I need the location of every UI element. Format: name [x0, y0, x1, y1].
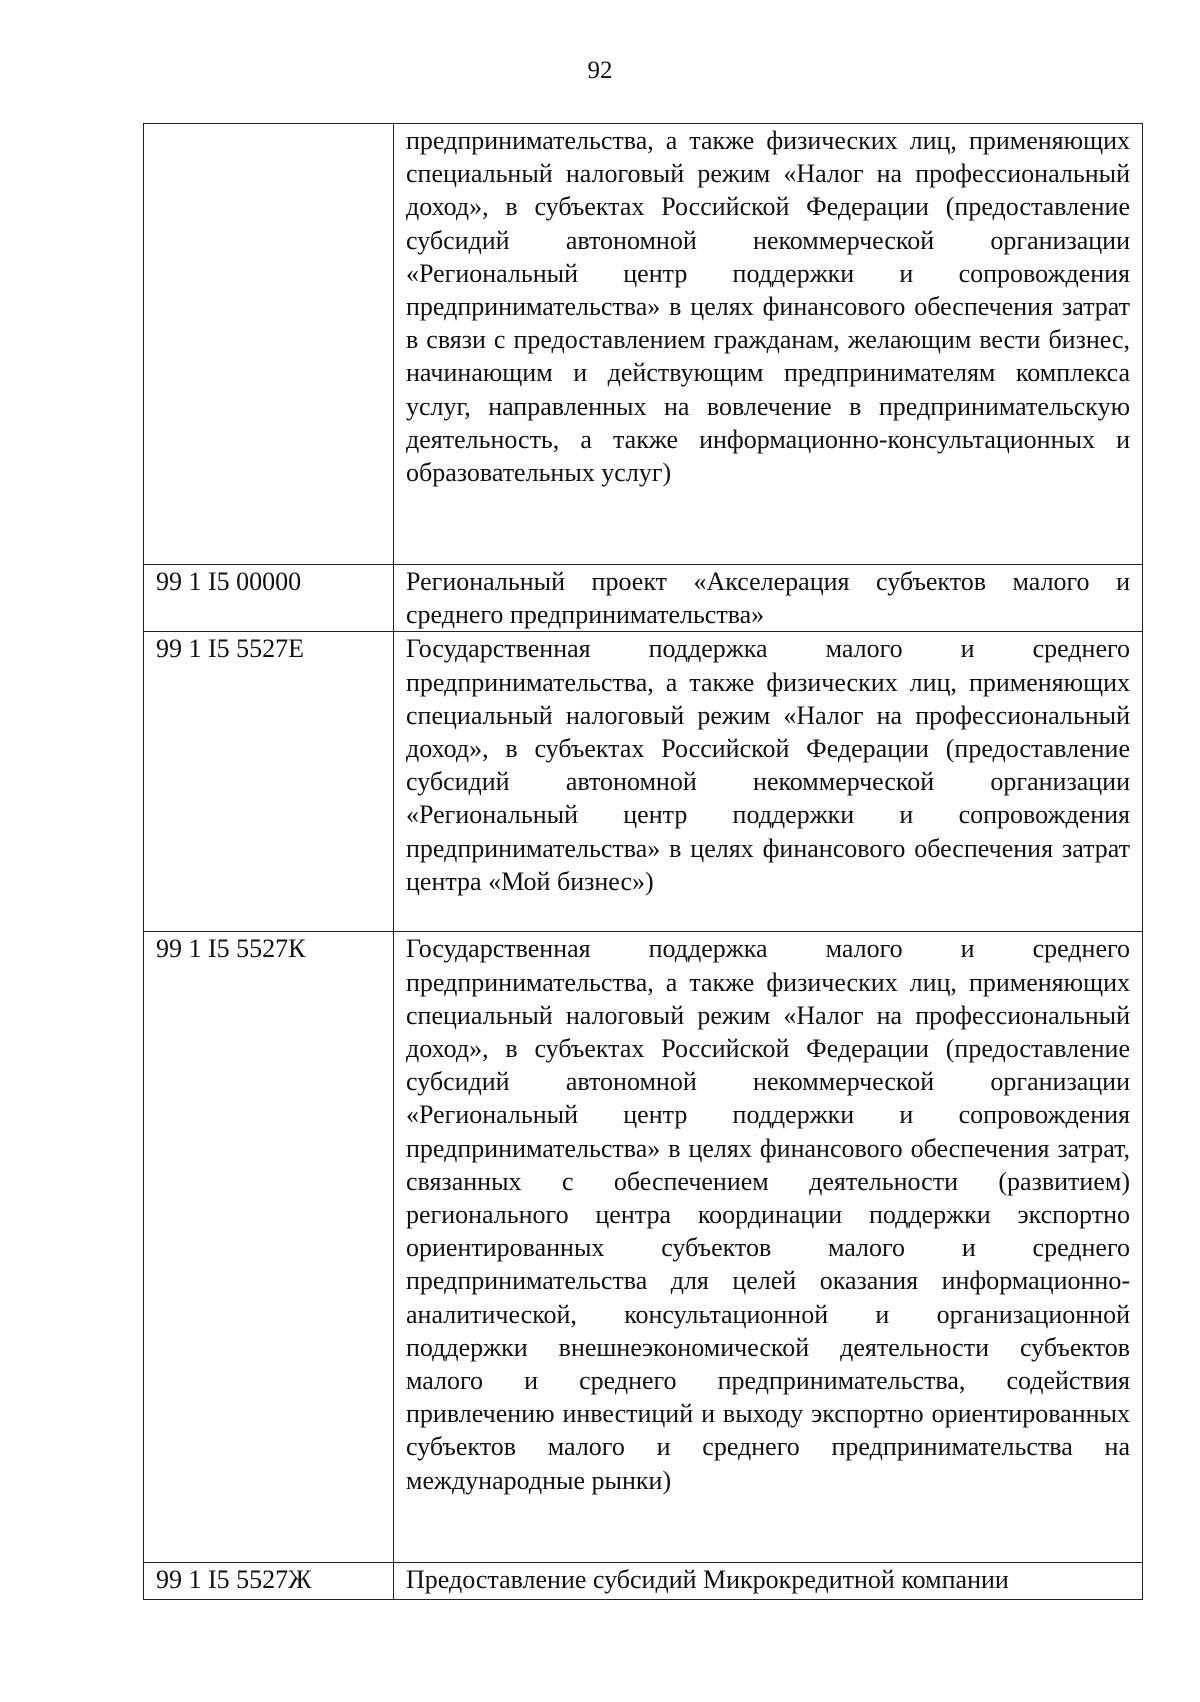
code-cell: 99 1 I5 5527Ж: [144, 1563, 394, 1600]
table-row: [144, 932, 1143, 1563]
description-cell: предпринимательства, а также физических лиц, применяющих специальный налоговый режим «Налог на профессиональный доход», в субъектах Российской Федерации (предоставление субсидий автономной некоммерческой организации «Региональный центр поддержки и сопровождения предпринимательства» в целях финансового обеспечения затрат в связи с предоставлением гражданам, желающим вести бизнес, начинающим и действующим предпринимателям комплекса услуг, направленных на вовлечение в предпринимательскую деятельность, а также информационно-консультационных и образовательных услуг): [394, 124, 1143, 565]
table-row: [144, 565, 1143, 632]
description-cell: Государственная поддержка малого и среднего предпринимательства, а также физических лиц, применяющих специальный налоговый режим «Налог на профессиональный доход», в субъектах Российской Федерации (предоставление субсидий автономной некоммерческой организации «Региональный центр поддержки и сопровождения предпринимательства» в целях финансового обеспечения затрат, связанных с обеспечением деятельности (развитием) регионального центра координации поддержки экспортно ориентированных субъектов малого и среднего предпринимательства для целей оказания информационно-аналитической, консультационной и организационной поддержки внешнеэкономической деятельности субъектов малого и среднего предпринимательства, содействия привлечению инвестиций и выходу экспортно ориентированных субъектов малого и среднего предпринимательства на международные рынки): [394, 932, 1143, 1563]
code-cell: 99 1 I5 00000: [144, 565, 394, 632]
page-number: 92: [587, 57, 613, 84]
table-row: [144, 1563, 1143, 1600]
table-row: [144, 124, 1143, 565]
description-cell: Предоставление субсидий Микрокредитной компании: [394, 1563, 1143, 1600]
table-row: [144, 632, 1143, 932]
budget-classification-table: [143, 123, 1143, 1600]
code-cell: 99 1 I5 5527К: [144, 932, 394, 1563]
description-cell: Государственная поддержка малого и среднего предпринимательства, а также физических лиц, применяющих специальный налоговый режим «Налог на профессиональный доход», в субъектах Российской Федерации (предоставление субсидий автономной некоммерческой организации «Региональный центр поддержки и сопровождения предпринимательства» в целях финансового обеспечения затрат центра «Мой бизнес»): [394, 632, 1143, 932]
code-cell: [144, 124, 394, 565]
description-cell: Региональный проект «Акселерация субъектов малого и среднего предпринимательства»: [394, 565, 1143, 632]
code-cell: 99 1 I5 5527Е: [144, 632, 394, 932]
